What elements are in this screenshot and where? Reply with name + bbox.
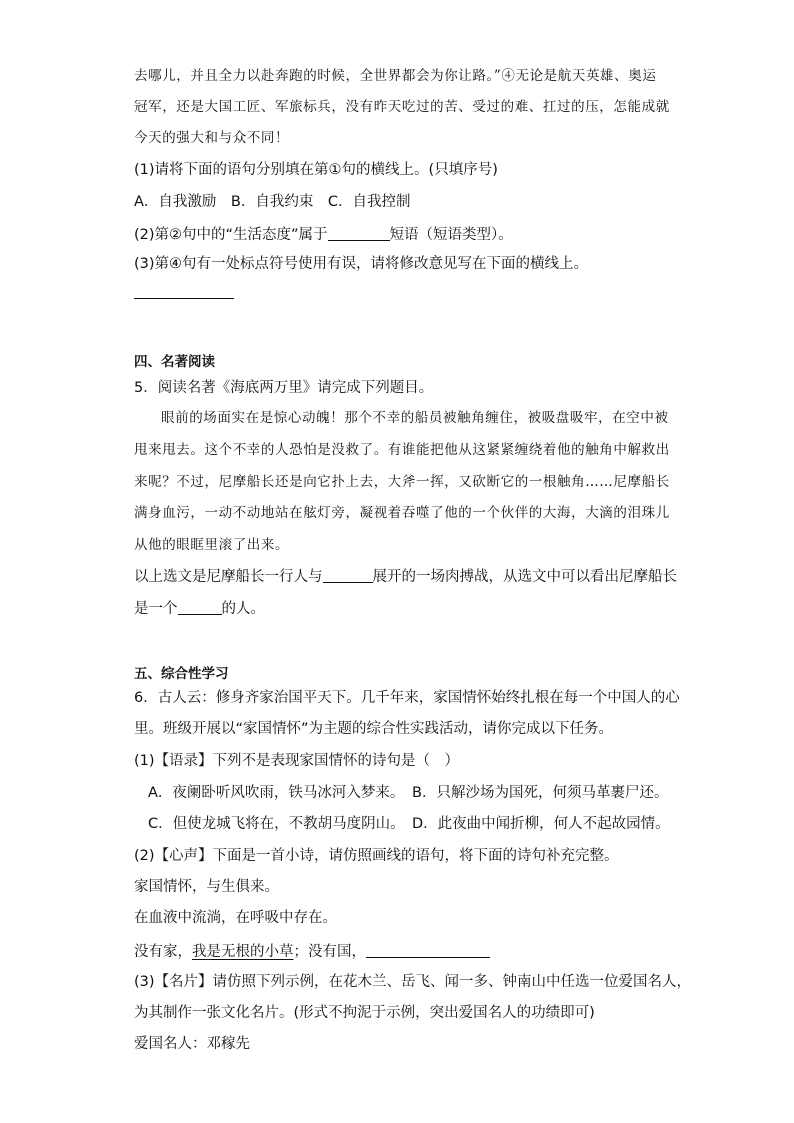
question-text-part: 是一个 [134, 601, 178, 617]
question-text [134, 600, 265, 617]
answer-option-c: C．但使龙城飞将在，不教胡马度阴山。 [148, 816, 405, 832]
example-text: 爱国名人：邓稼先 [134, 1036, 250, 1052]
section-title: 五、综合性学习 [134, 666, 229, 682]
answer-blank[interactable] [366, 943, 490, 958]
question-text-part: 的人。 [221, 601, 265, 617]
answer-option-d: D．此夜曲中闻折柳，何人不起故园情。 [412, 816, 670, 832]
question-text: 为其制作一张文化名片。(形式不拘泥于示例，突出爱国名人的功绩即可) [134, 1005, 595, 1021]
passage-line: 冠军，还是大国工匠、军旅标兵，没有昨天吃过的苦、受过的难、扛过的压，怎能成就 [134, 99, 670, 115]
question-text-part: 短语（短语类型）。 [389, 227, 513, 243]
excerpt-line: 满身血污，一动不动地站在舷灯旁，凝视着吞噬了他的一个伙伴的大海，大滴的泪珠儿 [134, 505, 670, 521]
poem-text-part: ；没有国， [293, 944, 366, 960]
question-text-part: 以上选文是尼摩船长一行人与 [134, 569, 323, 585]
answer-blank[interactable] [323, 568, 373, 583]
passage-line: 去哪儿，并且全力以赴奔跑的时候，全世界都会为你让路。”④无论是航天英雄、奥运 [134, 68, 657, 84]
poem-line: 家国情怀，与生俱来。 [134, 879, 279, 895]
answer-blank[interactable] [134, 298, 234, 299]
question-text: (1)【语录】下列不是表现家国情怀的诗句是（ ） [134, 753, 460, 769]
answer-option-b: B．只解沙场为国死，何须马革裹尸还。 [412, 785, 669, 801]
excerpt-line: 眼前的场面实在是惊心动魄！那个不幸的船员被触角缠住，被吸盘吸牢，在空中被 [161, 410, 669, 426]
question-text: 6．古人云：修身齐家治国平天下。几千年来，家国情怀始终扎根在每一个中国人的心 [134, 690, 680, 706]
answer-blank[interactable] [178, 600, 222, 615]
question-text: (2)【心声】下面是一首小诗，请仿照画线的语句，将下面的诗句补充完整。 [134, 848, 619, 864]
poem-line: 在血液中流淌，在呼吸中存在。 [134, 910, 337, 926]
question-text: (3)【名片】请仿照下列示例，在花木兰、岳飞、闻一多、钟南山中任选一位爱国名人， [134, 974, 692, 990]
underlined-example: 我是无根的小草 [192, 944, 294, 960]
poem-text-part: 没有家， [134, 944, 192, 960]
excerpt-line: 从他的眼眶里滚了出来。 [134, 537, 290, 553]
question-text [134, 568, 677, 585]
question-text: 里。班级开展以“家国情怀”为主题的综合性实践活动，请你完成以下任务。 [134, 721, 614, 737]
question-text: (3)第④句有一处标点符号使用有误，请将修改意见写在下面的横线上。 [134, 256, 589, 272]
question-text [134, 226, 513, 243]
question-text: 5．阅读名著《海底两万里》请完成下列题目。 [134, 380, 434, 396]
excerpt-line: 来呢？不过，尼摩船长还是向它扑上去，大斧一挥，又砍断它的一根触角……尼摩船长 [134, 474, 670, 490]
question-text: (1)请将下面的语句分别填在第①句的横线上。(只填序号) [134, 162, 498, 178]
excerpt-line: 甩来甩去。这个不幸的人恐怕是没救了。有谁能把他从这紧紧缠绕着他的触角中解救出 [134, 442, 670, 458]
poem-line [134, 943, 490, 960]
section-title: 四、名著阅读 [134, 354, 215, 370]
answer-option-a: A．夜阑卧听风吹雨，铁马冰河入梦来。 [148, 785, 405, 801]
answer-options: A．自我激励 B．自我约束 C．自我控制 [134, 194, 411, 210]
answer-blank[interactable] [328, 226, 390, 241]
passage-line: 今天的强大和与众不同！ [134, 130, 290, 146]
question-text-part: (2)第②句中的“生活态度”属于 [134, 227, 328, 243]
question-text-part: 展开的一场肉搏战，从选文中可以看出尼摩船长 [372, 569, 677, 585]
